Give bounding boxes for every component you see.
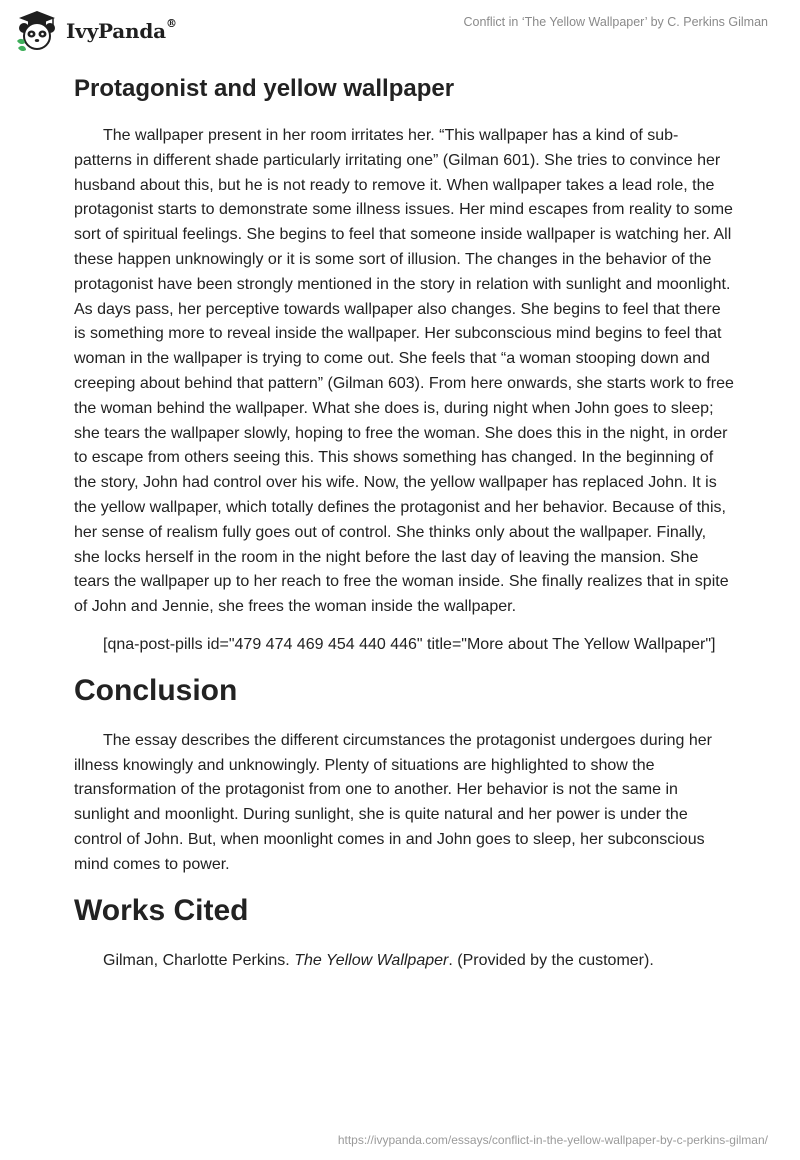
paragraph-protagonist: The wallpaper present in her room irritates her. “This wallpaper has a kind of sub-patterns in different shade particularly irritating one” (Gilman 601). She tries to convince her husband about this, but he is not ready to remove it. When wallpaper takes a lead role, the protagonist starts to demonstrate some illness issues. Her mind escapes from reality to some sort of spiritual feelings. She begins to feel that someone inside wallpaper is watching her. All these happen unknowingly or it is some sort of illusion. The changes in the behavior of the protagonist have been strongly mentioned in the story in relation with sunlight and moonlight. As days pass, her perceptive towards wallpaper also changes. She begins to feel that there is something more to reveal inside the wallpaper. Her subconscious mind begins to feel that woman in the wallpaper is trying to come out. She feels that “a woman stooping down and creeping about behind that pattern” (Gilman 603). From here onwards, she starts work to free the woman behind the wallpaper. What she does is, during night when John goes to sleep; she tears the wallpaper slowly, hoping to free the woman. She does this in the night, in order to escape from others seeing this. This shows something has changed. In the beginning of the story, John had control over his wife. Now, the yellow wallpaper has replaced John. It is the yellow wallpaper, which totally defines the protagonist and her behavior. Because of this, her sense of realism fully goes out of control. She thinks only about the wallpaper. Finally, she locks herself in the room in the night before the last day of leaving the mansion. She tears the wallpaper up to her reach to free the woman inside. She finally realizes that in spite of John and Jennie, she frees the woman inside the wallpaper. <box>74 127 734 616</box>
essay-content <box>74 74 734 973</box>
citation-entry <box>74 949 734 974</box>
page-header <box>0 0 800 70</box>
ivypanda-logo[interactable] <box>14 9 177 53</box>
citation-author: Gilman, Charlotte Perkins. <box>103 951 295 969</box>
document-title: Conflict in ‘The Yellow Wallpaper’ by C. Perkins Gilman <box>463 15 768 29</box>
citation-book-title: The Yellow Wallpaper <box>294 951 449 969</box>
paragraph-conclusion: The essay describes the different circumstances the protagonist undergoes during her illness knowingly and unknowingly. Plenty of situations are highlighted to show the transformation of the protagonist from one to another. Her behavior is not the same in sunlight and moonlight. During sunlight, she is quite natural and her power is under the control of John. But, when moonlight comes in and John goes to sleep, her subconscious mind comes to power. <box>74 731 712 873</box>
section-heading-protagonist: Protagonist and yellow wallpaper <box>74 75 455 102</box>
section-heading-works-cited: Works Cited <box>74 893 249 927</box>
panda-logo-icon <box>14 9 60 53</box>
section-heading-conclusion: Conclusion <box>74 673 238 707</box>
shortcode-text: [qna-post-pills id="479 474 469 454 440 446" title="More about The Yellow Wallpaper"] <box>103 635 716 653</box>
source-url[interactable]: https://ivypanda.com/essays/conflict-in-the-yellow-wallpaper-by-c-perkins-gilman/ <box>337 1133 768 1147</box>
citation-rest: . (Provided by the customer). <box>448 951 654 969</box>
brand-name: IvyPanda® <box>66 17 177 43</box>
